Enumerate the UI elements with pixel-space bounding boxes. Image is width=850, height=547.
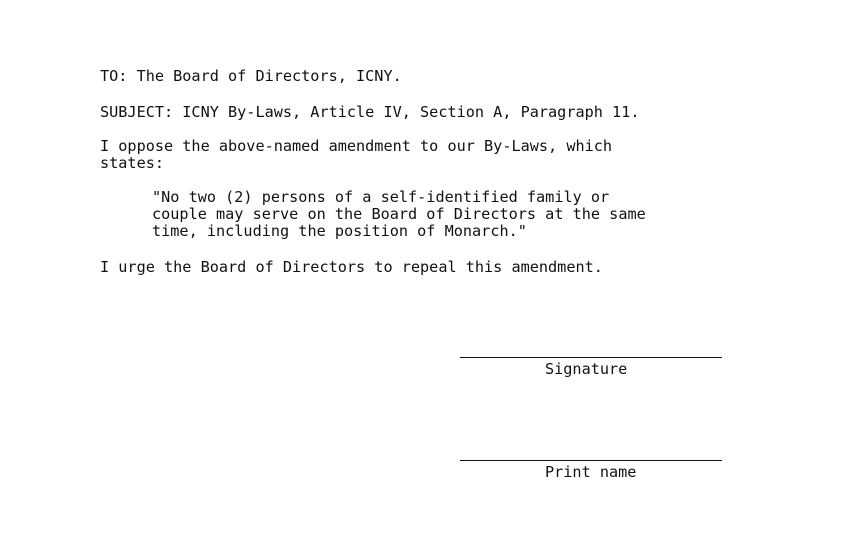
quoted-amendment-line-3: time, including the position of Monarch." (152, 222, 527, 240)
opposition-text-line-2: states: (100, 154, 165, 172)
signature-label: Signature (545, 360, 628, 378)
signature-line[interactable] (460, 357, 722, 358)
quoted-amendment-line-2: couple may serve on the Board of Directors at the same (152, 205, 646, 223)
repeal-request-line: I urge the Board of Directors to repeal this amendment. (100, 258, 603, 276)
addressee-line: TO: The Board of Directors, ICNY. (100, 67, 402, 85)
quoted-amendment-line-1: "No two (2) persons of a self-identified family or (152, 188, 610, 206)
print-name-line[interactable] (460, 460, 722, 461)
print-name-label: Print name (545, 463, 637, 481)
subject-line: SUBJECT: ICNY By-Laws, Article IV, Section A, Paragraph 11. (100, 103, 640, 121)
opposition-text-line-1: I oppose the above-named amendment to our By-Laws, which (100, 137, 613, 155)
